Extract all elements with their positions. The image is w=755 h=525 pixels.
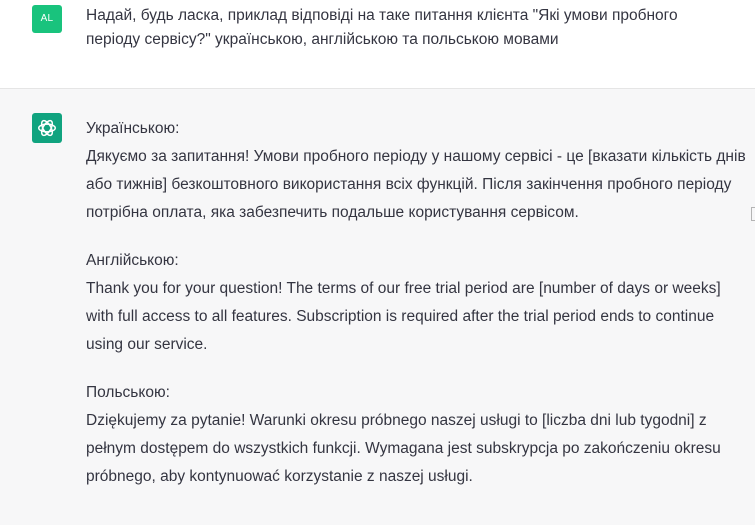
user-message bbox=[0, 0, 755, 89]
assistant-message bbox=[0, 89, 755, 525]
block-label: Українською: bbox=[86, 120, 180, 137]
user-message-text: Надай, будь ласка, приклад відповіді на таке питання клієнта "Які умови пробного періоду сервісу?" українською, англійською та польською мовами bbox=[86, 7, 678, 48]
copy-icon[interactable] bbox=[751, 207, 755, 221]
block-label: Польською: bbox=[86, 384, 170, 401]
translation-block-english bbox=[86, 247, 746, 359]
block-text: Dziękujemy za pytanie! Warunki okresu próbnego naszej usługi to [liczba dni lub tygodni] z pełnym dostępem do wszystkich funkcji. Wymagana jest subskrypcja po zakończeniu okresu próbnego, aby kontynuować korzystanie z naszej usługi. bbox=[86, 412, 721, 485]
assistant-message-body bbox=[86, 115, 746, 511]
block-text: Thank you for your question! The terms of our free trial period are [number of days or weeks] with full access to all features. Subscription is required after the trial period ends to continue using our service. bbox=[86, 280, 721, 353]
block-label: Англійською: bbox=[86, 252, 179, 269]
translation-block-ukrainian bbox=[86, 115, 746, 227]
user-avatar: AL bbox=[32, 5, 62, 33]
openai-logo-icon bbox=[36, 117, 58, 139]
translation-block-polish bbox=[86, 379, 746, 491]
assistant-avatar bbox=[32, 113, 62, 143]
block-text: Дякуємо за запитання! Умови пробного періоду у нашому сервісі - це [вказати кількість днів або тижнів] безкоштовного використання всіх функцій. Після закінчення пробного періоду потрібна оплата, яка забезпечить подальше користування сервісом. bbox=[86, 148, 746, 221]
